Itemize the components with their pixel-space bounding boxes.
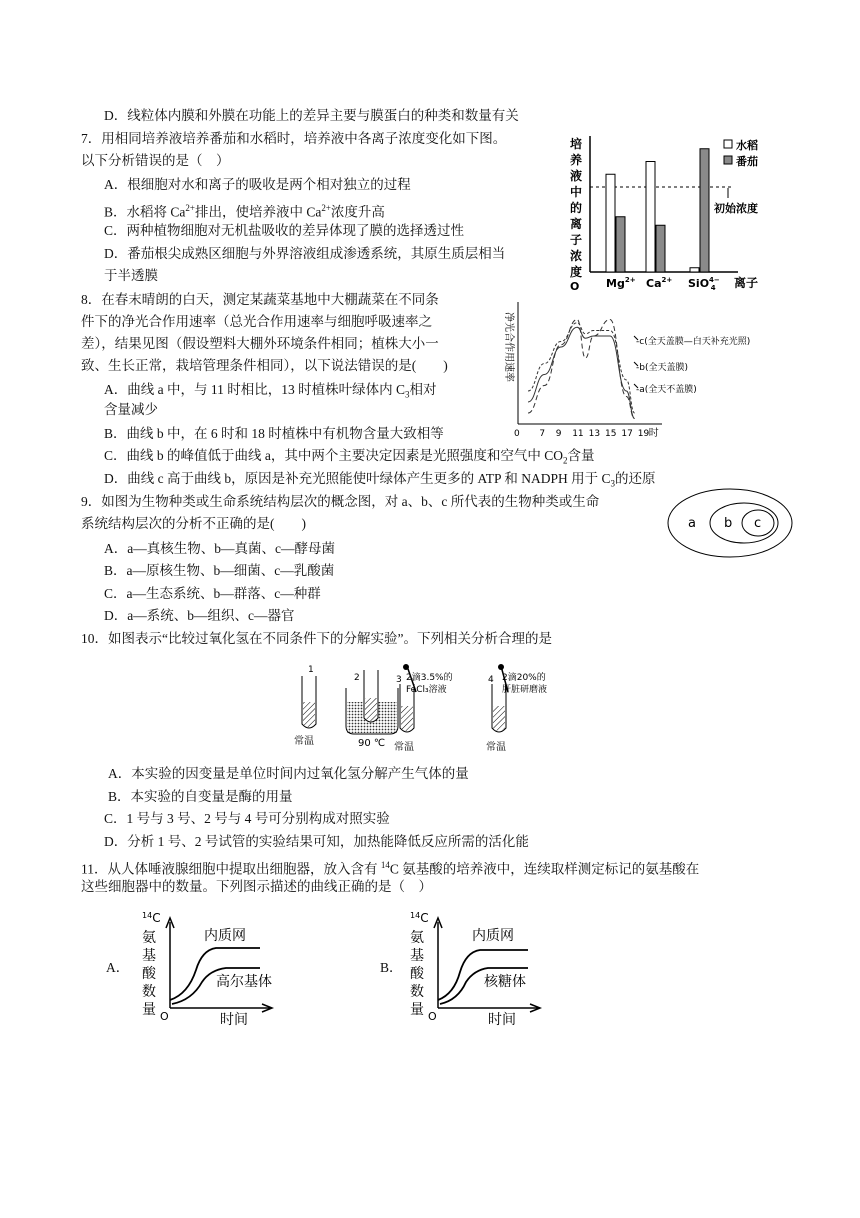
- q10-option-a: A．本实验的因变量是单位时间内过氧化氢分解产生气体的量: [108, 766, 469, 781]
- graph-a-ylabel-14c: $^{14}$C: [142, 911, 161, 925]
- bar-ylabel-3: 液: [570, 169, 583, 183]
- q9-option-b: B．a—原核生物、b—细菌、c—乳酸菌: [104, 563, 335, 578]
- line-legend-series-b: -b(全天盖膜): [636, 363, 688, 373]
- bar-xlabel: 离子: [734, 276, 759, 290]
- bar-ylabel-5: 的: [570, 201, 583, 215]
- tube-4-number: 4: [488, 675, 494, 685]
- q11-stem-2: 这些细胞器中的数量。下列图示描述的曲线正确的是（ ）: [81, 879, 432, 894]
- graph-b-xlabel: 时间: [488, 1012, 516, 1026]
- q9-option-c: C．a—生态系统、b—群落、c—种群: [104, 586, 321, 601]
- tube-2-number: 2: [354, 673, 360, 683]
- line-tick-0: 0: [514, 429, 520, 439]
- label-a: a: [688, 516, 696, 531]
- label-c: c: [754, 516, 762, 531]
- q9-stem-2: 系统结构层次的分析不正确的是( ): [81, 516, 306, 531]
- line-tick-19: 19: [637, 429, 650, 439]
- q9-option-a: A．a—真核生物、b—真菌、c—酵母菌: [104, 541, 335, 556]
- bar-ylabel-1: 培: [570, 137, 583, 151]
- q10-option-d: D．分析 1 号、2 号试管的实验结果可知，加热能降低反应所需的活化能: [104, 834, 529, 849]
- graph-a-origin: O: [160, 1010, 169, 1023]
- tube-2-label: 90 ℃: [358, 738, 386, 749]
- graph-b-curve-er-label: 内质网: [472, 928, 514, 944]
- graph-a-curve-golgi-label: 高尔基体: [216, 974, 272, 990]
- tube-4-reagent-1: 2滴20%的: [502, 673, 546, 683]
- bar-ylabel-8: 浓: [570, 249, 583, 263]
- q8-option-d: D．曲线 c 高于曲线 b，原因是补充光照能使叶绿体产生更多的 ATP 和 NADPH 用于 $C_3$的还原: [104, 471, 656, 489]
- line-tick-11: 11: [572, 429, 584, 439]
- tube-4-label: 常温: [486, 742, 506, 753]
- label-b: b: [724, 516, 733, 531]
- bar-origin: O: [570, 280, 580, 292]
- line-xlabel: 时: [648, 428, 659, 439]
- line-tick-13: 13: [588, 429, 601, 439]
- bar-cat-ca: $Ca^{2+}$: [646, 276, 673, 290]
- line-tick-7: 7: [539, 429, 546, 439]
- bar-ylabel-6: 离: [570, 217, 583, 231]
- h2o2-experiment-diagram: [282, 662, 552, 758]
- graph-a-label: A．: [106, 960, 130, 975]
- bar-tomato-1: [656, 225, 665, 272]
- q7-stem: 7．用相同培养液培养番茄和水稻时，培养液中各离子浓度变化如下图。: [81, 131, 507, 146]
- q8-option-c: C．曲线 b 的峰值低于曲线 a，其中两个主要决定因素是光照强度和空气中 $CO_2$含量: [104, 448, 595, 466]
- ion-bar-chart: [562, 134, 774, 292]
- graph-b-ylabel-5: 量: [410, 1002, 424, 1018]
- ellipse-b: [710, 503, 778, 543]
- bar-ylabel-7: 子: [570, 233, 583, 247]
- line-legend-series-a: -a(全天不盖膜): [636, 385, 697, 395]
- tube-3-dropper-bulb: [403, 664, 409, 670]
- q8-stem-3: 差），结果见图（假设塑料大棚外环境条件相同；植株大小一: [81, 336, 439, 351]
- tube-4-liquid: [493, 706, 505, 731]
- q10-option-b: B．本实验的自变量是酶的用量: [108, 789, 293, 804]
- graph-a-ylabel-3: 酸: [142, 966, 156, 982]
- graph-b-ylabel-3: 酸: [410, 966, 424, 982]
- graph-b-curve-ribosome-label: 核糖体: [484, 974, 526, 990]
- tube-3-reagent-1: 2滴3.5%的: [406, 673, 453, 683]
- legend-rice: 水稻: [736, 139, 758, 152]
- initial-conc-label: 初始浓度: [714, 202, 758, 215]
- graph-a: [136, 908, 276, 1026]
- q9-stem-1: 9．如图为生物种类或生命系统结构层次的概念图，对 a、b、c 所代表的生物种类或生命: [81, 494, 600, 509]
- q7-option-b: B．水稻将 $Ca^{2+}$排出，使培养液中 $Ca^{2+}$浓度升高: [104, 203, 385, 220]
- bar-cat-mg: $Mg^{2+}$: [606, 276, 636, 290]
- tube-3-label: 常温: [394, 742, 414, 753]
- graph-b-ylabel-1: 氨: [410, 930, 424, 946]
- tube-3-number: 3: [396, 675, 402, 685]
- graph-b-ylabel-2: 基: [410, 948, 424, 964]
- q8-option-a-cont: 含量减少: [104, 402, 158, 417]
- q8-stem-2: 件下的净光合作用速率（总光合作用速率与细胞呼吸速率之: [81, 314, 432, 329]
- bar-tomato-2: [700, 149, 709, 272]
- bar-ylabel-4: 中: [570, 185, 583, 199]
- graph-b-label: B．: [380, 960, 403, 975]
- q9-option-d: D．a—系统、b—组织、c—器官: [104, 608, 295, 623]
- nested-ellipse-diagram: [666, 487, 794, 559]
- tube-2-liquid: [365, 698, 377, 721]
- legend-rice-swatch: [724, 140, 732, 148]
- graph-a-ylabel-1: 氨: [142, 930, 156, 946]
- legend-tomato: 番茄: [736, 155, 758, 168]
- q7-option-d: D．番茄根尖成熟区细胞与外界溶液组成渗透系统，其原生质层相当: [104, 246, 506, 261]
- q10-option-c: C．1 号与 3 号、2 号与 4 号可分别构成对照实验: [104, 811, 390, 826]
- bar-ylabel-9: 度: [570, 265, 583, 279]
- tube-3-reagent-2: FeCl₃溶液: [406, 685, 447, 695]
- q8-stem-4: 致、生长正常，栽培管理条件相同），以下说法错误的是( ): [81, 358, 448, 373]
- line-tick-17: 17: [621, 429, 633, 439]
- graph-a-ylabel-2: 基: [142, 948, 156, 964]
- q8-option-b: B．曲线 b 中，在 6 时和 18 时植株中有机物含量大致相等: [104, 426, 444, 441]
- bar-cat-sio4: SiO$^{4-}$ 4: [688, 276, 720, 292]
- graph-a-curve-er-label: 内质网: [204, 928, 246, 944]
- q7-option-a: A．根细胞对水和离子的吸收是两个相对独立的过程: [104, 177, 411, 192]
- q8-stem-1: 8．在春末晴朗的白天，测定某蔬菜基地中大棚蔬菜在不同条: [81, 292, 439, 307]
- bar-ylabel-2: 养: [570, 153, 583, 167]
- line-tick-9: 9: [555, 429, 562, 439]
- photosynthesis-line-chart: [492, 300, 784, 440]
- tube-4-reagent-2: 肝脏研磨液: [502, 685, 548, 695]
- q7-option-d-cont: 于半透膜: [104, 268, 158, 283]
- graph-a-xlabel: 时间: [220, 1012, 248, 1026]
- bar-rice-1: [646, 162, 655, 273]
- line-tick-15: 15: [605, 429, 617, 439]
- graph-b: [404, 908, 544, 1026]
- tube-1-label: 常温: [294, 736, 314, 747]
- tube-1-number: 1: [308, 665, 314, 675]
- q7-option-c: C．两种植物细胞对无机盐吸收的差异体现了膜的选择透过性: [104, 223, 465, 238]
- tube-1-liquid: [303, 702, 315, 727]
- bar-rice-0: [606, 174, 615, 272]
- graph-a-ylabel-4: 数: [142, 984, 156, 1000]
- q8-option-a: A．曲线 a 中，与 11 时相比，13 时植株叶绿体内 $C_3$相对: [104, 382, 437, 400]
- q10-stem: 10．如图表示“比较过氧化氢在不同条件下的分解实验”。下列相关分析合理的是: [81, 631, 552, 646]
- graph-a-ylabel-5: 量: [142, 1002, 156, 1018]
- q11-stem-1: 11．从人体唾液腺细胞中提取出细胞器，放入含有 $^{14}$C 氨基酸的培养液中，连续取样测定标记的氨基酸在: [81, 860, 700, 877]
- line-legend-series-c: -c(全天盖膜—白天补充光照): [636, 337, 751, 347]
- bar-rice-2: [690, 268, 699, 272]
- bar-tomato-0: [616, 217, 625, 272]
- graph-b-origin: O: [428, 1010, 437, 1023]
- legend-tomato-swatch: [724, 156, 732, 164]
- graph-b-ylabel-4: 数: [410, 984, 424, 1000]
- tube-3-liquid: [401, 706, 413, 731]
- graph-b-ylabel-14c: $^{14}$C: [410, 911, 429, 925]
- q7-stem-2: 以下分析错误的是（ ）: [81, 153, 230, 168]
- q6-option-d: D．线粒体内膜和外膜在功能上的差异主要与膜蛋白的种类和数量有关: [104, 108, 519, 123]
- tube-4-dropper-bulb: [498, 664, 504, 670]
- line-ylabel: 净光合作用速率: [503, 312, 514, 382]
